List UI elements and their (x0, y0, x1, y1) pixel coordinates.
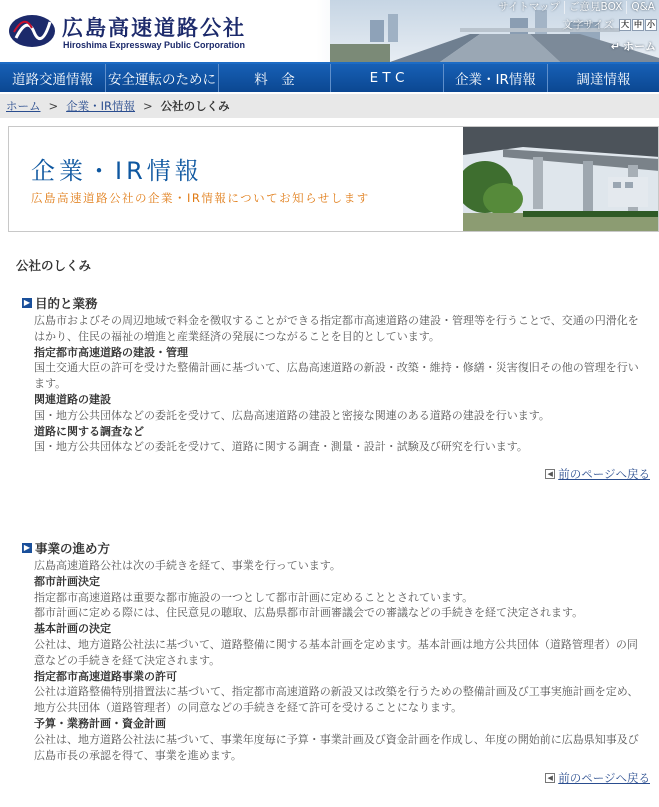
site-header (0, 0, 659, 62)
home-link[interactable] (611, 38, 656, 54)
nav-etc[interactable]: E T C (331, 64, 444, 92)
font-size-label: 文字サイズ (562, 19, 614, 31)
banner-elevated-highway-photo (463, 127, 659, 232)
paragraph: 都市計画に定める際には、住民意見の聴取、広島県都市計画審議会での審議などの手続きを経て決定されます。 (34, 606, 584, 620)
section-arrow-icon: ▶ (23, 543, 31, 552)
section-title-text: 事業の進め方 (35, 541, 111, 556)
sitemap-link[interactable]: サイトマップ (498, 0, 561, 13)
font-size-medium-button[interactable]: 中 (634, 20, 642, 29)
page-title: 公社のしくみ (16, 258, 92, 273)
breadcrumb-separator: > (48, 99, 59, 113)
subheading: 道路に関する調査など (34, 424, 144, 438)
banner-subtitle: 広島高速道路公社の企業・IR情報についてお知らせします (31, 191, 370, 205)
font-size-control (562, 17, 657, 32)
section-title-purpose (22, 294, 98, 312)
return-arrow-icon: ↵ (610, 39, 620, 53)
nav-procurement[interactable]: 調達情報 (548, 64, 659, 92)
section-banner (8, 126, 659, 232)
section-body-purpose (34, 313, 644, 455)
corporation-logo-icon (8, 12, 56, 50)
paragraph: 国・地方公共団体などの委託を受けて、道路に関する調査・測量・設計・試験及び研究を行います。 (34, 440, 528, 454)
breadcrumb-separator: > (143, 99, 153, 113)
nav-corporate-ir[interactable]: 企業・IR情報 (444, 64, 548, 92)
paragraph: 公社は、地方道路公社法に基づいて、事業年度毎に予算・事業計画及び資金計画を作成し、年度の開始前に広島県知事及び広島市長の承認を得て、事業を進めます。 (34, 732, 639, 762)
paragraph: 国土交通大臣の許可を受けた整備計画に基づいて、広島高速道路の新設・改築・維持・修繕・災害復旧その他の管理を行います。 (34, 361, 639, 391)
back-to-previous-link[interactable] (545, 466, 650, 482)
faq-link[interactable]: Q&A (626, 1, 659, 14)
section-intro: 広島高速道路公社は次の手続きを経て、事業を行っています。 (34, 559, 341, 572)
back-link-label: 前のページへ戻る (558, 771, 650, 785)
paragraph: 指定都市高速道路は重要な都市施設の一つとして都市計画に定めることとされています。 (34, 590, 474, 604)
paragraph: 公社は道路整備特別措置法に基づいて、指定都市高速道路の新設又は改築を行うための整備計画及び工事実施計画を定め、地方公共団体（道路管理者）の同意などの手続きを経て許可を受けることになります。 (34, 685, 639, 715)
back-arrow-icon: ◀ (545, 469, 555, 479)
paragraph: 公社は、地方道路公社法に基づいて、道路整備に関する基本計画を定めます。基本計画は地方公共団体（道路管理者）の同意などの手続きを経て決定されます。 (34, 637, 638, 667)
subheading: 指定都市高速道路の建設・管理 (34, 345, 188, 359)
back-link-label: 前のページへ戻る (558, 467, 650, 481)
section-intro: 広島市およびその周辺地域で料金を徴収することができる指定都市高速道路の建設・管理等を行うことで、交通の円滑化をはかり、住民の福祉の増進と産業経済の発展につながることを目的としています。 (34, 314, 639, 343)
back-arrow-icon: ◀ (545, 773, 555, 783)
breadcrumb (0, 94, 659, 118)
section-body-process (34, 558, 644, 763)
logo-english-name[interactable]: Hiroshima Expressway Public Corporation (63, 40, 246, 50)
subheading: 関連道路の建設 (34, 392, 111, 406)
logo-japanese-name[interactable]: 広島高速道路公社 (62, 16, 246, 40)
section-title-process (22, 539, 110, 557)
subheading: 指定都市高速道路事業の許可 (34, 669, 177, 683)
breadcrumb-home[interactable]: ホーム (6, 99, 41, 113)
nav-tolls[interactable]: 料 金 (219, 64, 331, 92)
breadcrumb-current: 公社のしくみ (160, 99, 230, 113)
subheading: 予算・業務計画・資金計画 (34, 716, 166, 730)
nav-safe-driving[interactable]: 安全運転のために (106, 64, 219, 92)
nav-road-traffic[interactable]: 道路交通情報 (0, 64, 106, 92)
subheading: 都市計画決定 (34, 574, 100, 588)
section-arrow-icon: ▶ (23, 298, 31, 307)
global-navigation (0, 62, 659, 92)
section-title-text: 目的と業務 (35, 296, 98, 311)
font-size-large-button[interactable]: 大 (621, 20, 629, 29)
home-link-label: ホーム (623, 40, 656, 53)
utility-links (494, 0, 659, 14)
breadcrumb-corporate-ir[interactable]: 企業・IR情報 (66, 99, 136, 113)
subheading: 基本計画の決定 (34, 622, 111, 636)
feedback-box-link[interactable]: ご意見BOX (564, 1, 626, 14)
back-to-previous-link[interactable] (545, 770, 650, 786)
paragraph: 国・地方公共団体などの委託を受けて、広島高速道路の建設と密接な関連のある道路の建設を行います。 (34, 408, 550, 422)
banner-title: 企業・IR情報 (31, 157, 203, 185)
font-size-small-button[interactable]: 小 (647, 20, 655, 29)
